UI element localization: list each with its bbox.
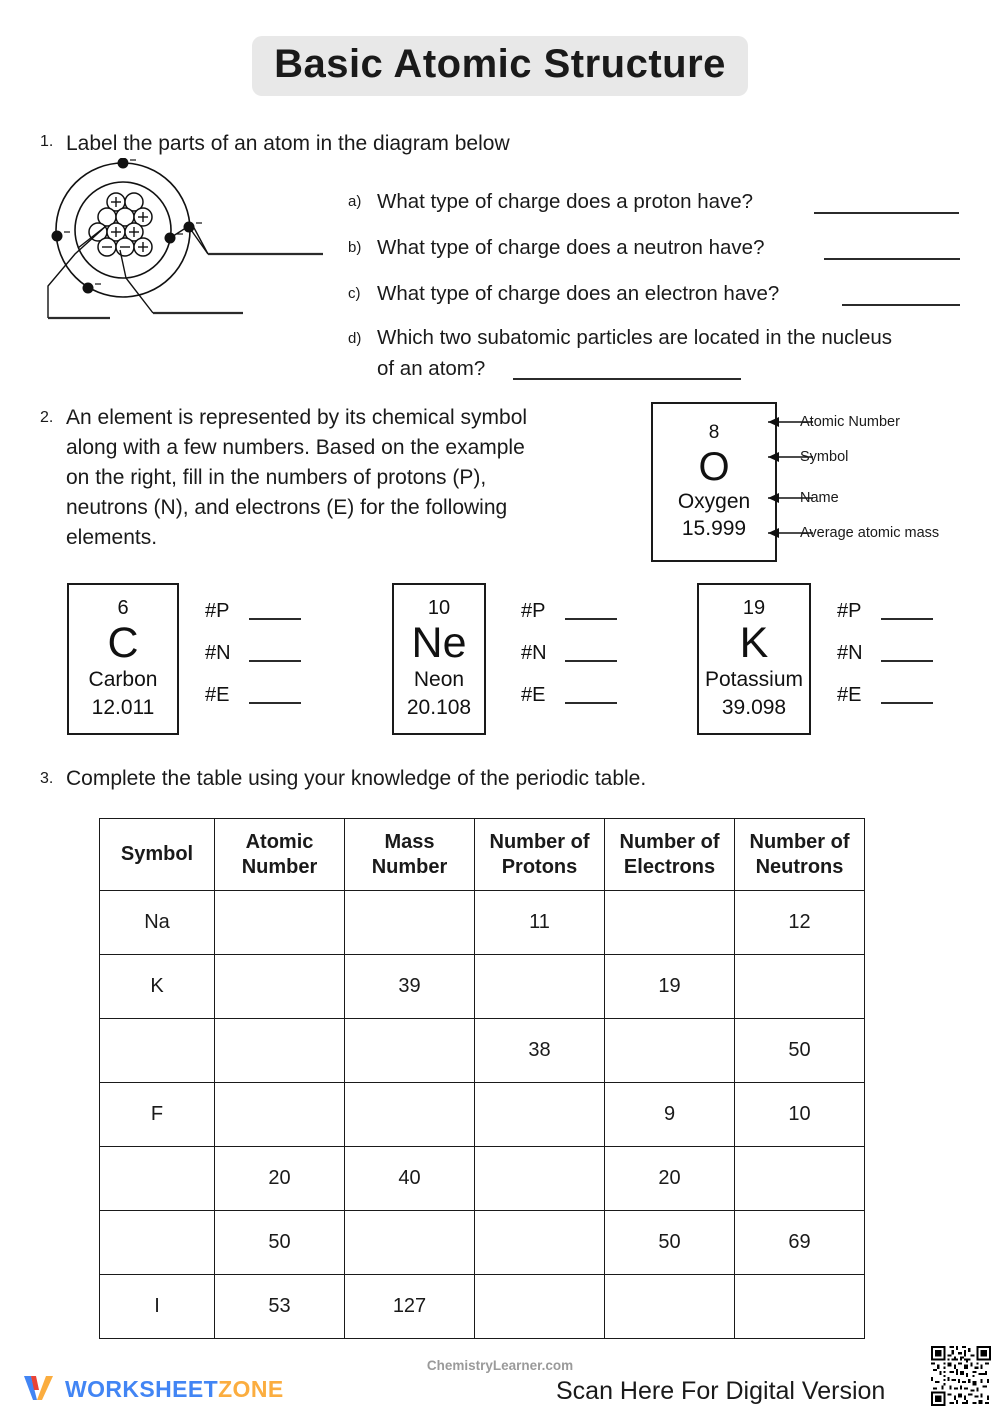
- table-header-atomic-number-line1: Atomic: [245, 830, 314, 853]
- table-header-electrons: [605, 819, 735, 891]
- example-atomic-number: 8: [708, 421, 720, 443]
- example-name: Oxygen: [677, 489, 751, 513]
- neon-electrons-blank[interactable]: [565, 702, 617, 704]
- question-2-number: 2.: [40, 409, 54, 426]
- neon-protons-blank[interactable]: [565, 618, 617, 620]
- sub-question-d-text-line2: of an atom?: [377, 357, 486, 380]
- cell-protons[interactable]: [475, 1147, 605, 1211]
- question-2-line-3: on the right, fill in the numbers of protons (P),: [66, 466, 487, 489]
- potassium-neutrons-label: #N: [837, 642, 863, 664]
- example-pointer-symbol: Symbol: [800, 449, 849, 465]
- cell-electrons[interactable]: 50: [605, 1211, 735, 1275]
- table-row: [100, 955, 865, 1019]
- cell-electrons[interactable]: 9: [605, 1083, 735, 1147]
- carbon-protons-row: [205, 600, 301, 623]
- cell-electrons[interactable]: [605, 1275, 735, 1339]
- table-header-neutrons-line2: Neutrons: [755, 855, 844, 878]
- table-header-protons-line2: Protons: [501, 855, 578, 878]
- pne-blanks-potassium: [837, 600, 933, 726]
- question-3-text: Complete the table using your knowledge of the periodic table.: [66, 767, 647, 790]
- element-box-potassium: [697, 583, 811, 735]
- example-pointer-atomic-number: Atomic Number: [800, 414, 900, 430]
- cell-symbol[interactable]: [100, 1019, 215, 1083]
- worksheet-zone-logo[interactable]: [22, 1372, 284, 1406]
- question-2-line-4: neutrons (N), and electrons (E) for the following: [66, 496, 508, 519]
- cell-protons[interactable]: 38: [475, 1019, 605, 1083]
- pne-blanks-carbon: [205, 600, 301, 726]
- carbon-symbol: C: [107, 619, 139, 668]
- cell-electrons[interactable]: [605, 891, 735, 955]
- logo-text-worksheet: WORKSHEET: [65, 1375, 219, 1402]
- worksheet-zone-wordmark: [65, 1376, 284, 1403]
- cell-mass[interactable]: [345, 1083, 475, 1147]
- example-pointer-name: Name: [800, 490, 839, 506]
- qr-code[interactable]: [927, 1342, 995, 1410]
- potassium-electrons-label: #E: [837, 684, 862, 706]
- example-mass: 15.999: [681, 516, 747, 540]
- cell-electrons[interactable]: 19: [605, 955, 735, 1019]
- answer-blank-b[interactable]: [824, 258, 960, 260]
- neon-protons-row: [521, 600, 617, 623]
- neon-symbol: Ne: [411, 619, 467, 668]
- carbon-electrons-label: #E: [205, 684, 230, 706]
- potassium-neutrons-blank[interactable]: [881, 660, 933, 662]
- sub-label-a: a): [348, 193, 362, 210]
- potassium-neutrons-row: [837, 642, 933, 665]
- table-header-electrons-line1: Number of: [619, 830, 720, 853]
- sub-label-b: b): [348, 239, 362, 256]
- carbon-neutrons-label: #N: [205, 642, 231, 664]
- potassium-protons-row: [837, 600, 933, 623]
- answer-blank-d[interactable]: [513, 378, 741, 380]
- periodic-data-table: [99, 818, 865, 1339]
- question-1-text: Label the parts of an atom in the diagram below: [66, 132, 510, 155]
- cell-atomic[interactable]: [215, 891, 345, 955]
- sub-question-b-text: What type of charge does a neutron have?: [377, 236, 765, 259]
- scan-instruction-text: Scan Here For Digital Version: [556, 1377, 886, 1405]
- cell-atomic[interactable]: [215, 955, 345, 1019]
- table-header-mass-number-line1: Mass: [384, 830, 435, 853]
- cell-atomic[interactable]: [215, 1019, 345, 1083]
- table-header-mass-number: [345, 819, 475, 891]
- cell-neutrons[interactable]: [735, 955, 865, 1019]
- cell-neutrons[interactable]: 12: [735, 891, 865, 955]
- carbon-electrons-blank[interactable]: [249, 702, 301, 704]
- neon-name: Neon: [413, 668, 465, 692]
- cell-symbol[interactable]: F: [100, 1083, 215, 1147]
- table-row: [100, 1147, 865, 1211]
- example-pointer-mass: Average atomic mass: [800, 525, 940, 541]
- table-header-atomic-number: [215, 819, 345, 891]
- question-2-line-2: along with a few numbers. Based on the example: [66, 436, 525, 459]
- sub-label-c: c): [348, 285, 361, 302]
- cell-mass[interactable]: [345, 891, 475, 955]
- table-header-protons-line1: Number of: [489, 830, 590, 853]
- potassium-mass: 39.098: [721, 695, 787, 719]
- neon-atomic-number: 10: [427, 597, 451, 620]
- carbon-name: Carbon: [88, 668, 158, 692]
- worksheet-zone-mark: [22, 1372, 56, 1406]
- potassium-protons-blank[interactable]: [881, 618, 933, 620]
- cell-protons[interactable]: 11: [475, 891, 605, 955]
- cell-neutrons[interactable]: [735, 1147, 865, 1211]
- table-header-atomic-number-line2: Number: [241, 855, 318, 878]
- cell-symbol[interactable]: K: [100, 955, 215, 1019]
- answer-blank-c[interactable]: [842, 304, 960, 306]
- table-header-protons: [475, 819, 605, 891]
- cell-protons[interactable]: [475, 1275, 605, 1339]
- page-title-container: [0, 36, 1000, 96]
- sub-question-a-text: What type of charge does a proton have?: [377, 190, 754, 213]
- potassium-electrons-row: [837, 684, 933, 707]
- table-row: [100, 1275, 865, 1339]
- table-header-symbol-line1: Symbol: [120, 843, 194, 865]
- potassium-name: Potassium: [704, 668, 804, 692]
- cell-protons[interactable]: [475, 1211, 605, 1275]
- cell-mass[interactable]: [345, 1019, 475, 1083]
- carbon-neutrons-blank[interactable]: [249, 660, 301, 662]
- table-header-symbol: [100, 819, 215, 891]
- cell-symbol[interactable]: I: [100, 1275, 215, 1339]
- logo-text-zone: ZONE: [218, 1375, 284, 1402]
- page-title: Basic Atomic Structure: [252, 36, 748, 96]
- sub-question-c-text: What type of charge does an electron have?: [377, 282, 780, 305]
- potassium-atomic-number: 19: [742, 597, 766, 620]
- cell-neutrons[interactable]: [735, 1275, 865, 1339]
- potassium-symbol: K: [739, 619, 769, 668]
- question-2-line-5: elements.: [66, 526, 158, 549]
- sub-question-d-text: Which two subatomic particles are located in the nucleus: [377, 326, 893, 349]
- sub-label-d: d): [348, 330, 362, 347]
- atom-diagram: [28, 158, 328, 338]
- table-row: [100, 1019, 865, 1083]
- table-header-neutrons-line1: Number of: [749, 830, 850, 853]
- table-header-electrons-line2: Electrons: [623, 855, 716, 878]
- neon-protons-label: #P: [521, 600, 546, 622]
- element-box-carbon: [67, 583, 179, 735]
- cell-electrons[interactable]: 20: [605, 1147, 735, 1211]
- cell-protons[interactable]: [475, 955, 605, 1019]
- cell-mass[interactable]: 127: [345, 1275, 475, 1339]
- table-row: [100, 891, 865, 955]
- potassium-protons-label: #P: [837, 600, 862, 622]
- cell-atomic[interactable]: 50: [215, 1211, 345, 1275]
- cell-electrons[interactable]: [605, 1019, 735, 1083]
- cell-mass[interactable]: 40: [345, 1147, 475, 1211]
- neon-neutrons-blank[interactable]: [565, 660, 617, 662]
- table-row: [100, 1211, 865, 1275]
- potassium-electrons-blank[interactable]: [881, 702, 933, 704]
- table-row: [100, 1083, 865, 1147]
- question-3-number: 3.: [40, 770, 54, 787]
- source-credit: ChemistryLearner.com: [426, 1358, 574, 1373]
- cell-neutrons[interactable]: 50: [735, 1019, 865, 1083]
- cell-mass[interactable]: 39: [345, 955, 475, 1019]
- carbon-atomic-number: 6: [117, 597, 129, 620]
- example-symbol: O: [698, 444, 730, 489]
- neon-electrons-label: #E: [521, 684, 546, 706]
- question-2-line-1: An element is represented by its chemical symbol: [66, 406, 528, 429]
- table-header-mass-number-line2: Number: [371, 855, 448, 878]
- question-1-number: 1.: [40, 133, 54, 150]
- answer-blank-a[interactable]: [814, 212, 959, 214]
- table-header-row: [100, 819, 865, 891]
- element-box-neon: [392, 583, 486, 735]
- neon-neutrons-row: [521, 642, 617, 665]
- table-header-neutrons: [735, 819, 865, 891]
- cell-neutrons[interactable]: 10: [735, 1083, 865, 1147]
- carbon-protons-blank[interactable]: [249, 618, 301, 620]
- neon-neutrons-label: #N: [521, 642, 547, 664]
- carbon-electrons-row: [205, 684, 301, 707]
- cell-protons[interactable]: [475, 1083, 605, 1147]
- pne-blanks-neon: [521, 600, 617, 726]
- carbon-neutrons-row: [205, 642, 301, 665]
- neon-mass: 20.108: [406, 695, 472, 719]
- cell-mass[interactable]: [345, 1211, 475, 1275]
- cell-atomic[interactable]: [215, 1083, 345, 1147]
- carbon-mass: 12.011: [91, 695, 155, 719]
- carbon-protons-label: #P: [205, 600, 230, 622]
- cell-neutrons[interactable]: 69: [735, 1211, 865, 1275]
- cell-atomic[interactable]: 53: [215, 1275, 345, 1339]
- cell-symbol[interactable]: [100, 1147, 215, 1211]
- cell-symbol[interactable]: Na: [100, 891, 215, 955]
- cell-atomic[interactable]: 20: [215, 1147, 345, 1211]
- cell-symbol[interactable]: [100, 1211, 215, 1275]
- neon-electrons-row: [521, 684, 617, 707]
